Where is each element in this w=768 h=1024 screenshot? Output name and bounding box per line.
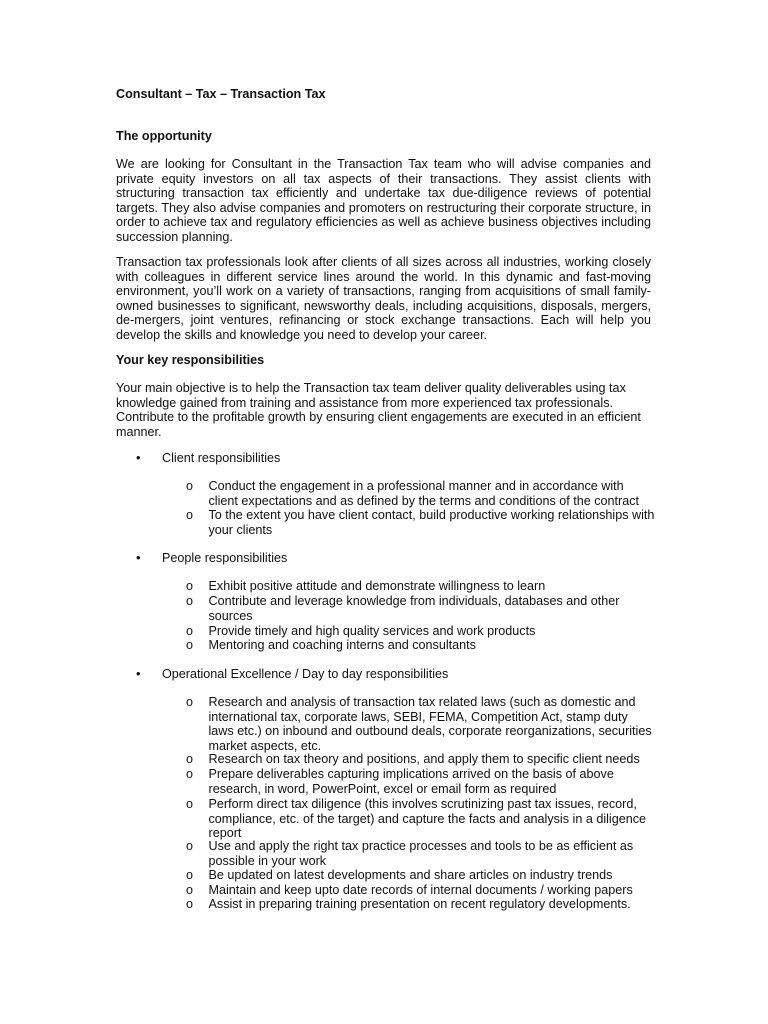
circle-bullet-icon: o bbox=[186, 479, 194, 493]
circle-bullet-icon: o bbox=[186, 767, 194, 781]
list-item-text: Be updated on latest developments and share articles on industry trends bbox=[208, 868, 613, 882]
list-item-text: Assist in preparing training presentation on recent regulatory developments. bbox=[208, 897, 631, 911]
group-label-operational: Operational Excellence / Day to day responsibilities bbox=[162, 667, 449, 681]
circle-bullet-icon: o bbox=[186, 579, 194, 593]
circle-bullet-icon: o bbox=[186, 695, 194, 709]
section-heading-responsibilities: Your key responsibilities bbox=[116, 353, 265, 367]
list-item-text: To the extent you have client contact, build productive working relationships with your clients bbox=[208, 508, 655, 537]
circle-bullet-icon: o bbox=[186, 508, 194, 522]
circle-bullet-icon: o bbox=[186, 897, 194, 911]
list-item bbox=[186, 897, 656, 912]
list-item bbox=[186, 767, 656, 796]
list-item-text: Contribute and leverage knowledge from individuals, databases and other sources bbox=[208, 594, 620, 623]
list-item-text: Conduct the engagement in a professional manner and in accordance with client expectations and as defined by the terms and conditions of the contract bbox=[208, 479, 640, 508]
opportunity-paragraph-1: We are looking for Consultant in the Transaction Tax team who will advise companies and private equity investors on all tax aspects of their transactions. They assist clients with structuring transaction tax efficiently and undertake tax due-diligence reviews of potential targets. They also advise companies and promoters on restructuring their corporate structure, in order to achieve tax and regulatory efficiencies as well as achieve business objectives including succession planning. bbox=[116, 157, 651, 244]
list-item-text: Research and analysis of transaction tax related laws (such as domestic and international tax, corporate laws, SEBI, FEMA, Competition Act, stamp duty laws etc.) on inbound and outbound deals, corporate reorganizations, securities market aspects, etc. bbox=[208, 695, 652, 753]
list-item bbox=[186, 797, 656, 841]
circle-bullet-icon: o bbox=[186, 752, 194, 766]
section-heading-opportunity: The opportunity bbox=[116, 129, 212, 143]
list-item bbox=[186, 594, 656, 623]
circle-bullet-icon: o bbox=[186, 638, 194, 652]
opportunity-paragraph-2: Transaction tax professionals look after clients of all sizes across all industries, working closely with colleagues in different service lines around the world. In this dynamic and fast-moving environment, you’ll work on a variety of transactions, ranging from acquisitions of small family-owned businesses to significant, newsworthy deals, including acquisitions, disposals, mergers, de-mergers, joint ventures, refinancing or stock exchange transactions. Each will help you develop the skills and knowledge you need to develop your career. bbox=[116, 255, 651, 342]
list-item bbox=[186, 695, 656, 753]
circle-bullet-icon: o bbox=[186, 868, 194, 882]
circle-bullet-icon: o bbox=[186, 883, 194, 897]
circle-bullet-icon: o bbox=[186, 839, 194, 853]
list-item bbox=[186, 579, 656, 594]
list-item-text: Provide timely and high quality services and work products bbox=[208, 624, 536, 638]
bullet-icon: • bbox=[136, 666, 141, 681]
group-label-client: Client responsibilities bbox=[162, 451, 281, 465]
list-item-text: Perform direct tax diligence (this involves scrutinizing past tax issues, record, compliance, etc. of the target) and capture the facts and analysis in a diligence report bbox=[208, 797, 647, 841]
list-item bbox=[186, 883, 656, 898]
list-item bbox=[186, 752, 656, 767]
list-item-text: Prepare deliverables capturing implications arrived on the basis of above research, in word, PowerPoint, excel or email form as required bbox=[208, 767, 614, 796]
circle-bullet-icon: o bbox=[186, 624, 194, 638]
circle-bullet-icon: o bbox=[186, 594, 194, 608]
list-item bbox=[186, 624, 656, 639]
responsibilities-intro: Your main objective is to help the Transaction tax team deliver quality deliverables using tax knowledge gained from training and assistance from more experienced tax professionals. Contribute to the profitable growth by ensuring client engagements are executed in an efficient manner. bbox=[116, 381, 641, 439]
list-item-text: Maintain and keep upto date records of internal documents / working papers bbox=[208, 883, 633, 897]
bullet-icon: • bbox=[136, 550, 141, 565]
circle-bullet-icon: o bbox=[186, 797, 194, 811]
bullet-icon: • bbox=[136, 450, 141, 465]
list-item bbox=[186, 868, 656, 883]
list-item bbox=[186, 479, 656, 508]
list-item bbox=[186, 839, 656, 868]
list-item-text: Mentoring and coaching interns and consultants bbox=[208, 638, 476, 652]
list-item-text: Use and apply the right tax practice processes and tools to be as efficient as possible in your work bbox=[208, 839, 634, 868]
group-label-people: People responsibilities bbox=[162, 551, 288, 565]
list-item bbox=[186, 508, 656, 537]
document-title: Consultant – Tax – Transaction Tax bbox=[116, 87, 326, 101]
list-item bbox=[186, 638, 656, 653]
list-item-text: Research on tax theory and positions, and apply them to specific client needs bbox=[208, 752, 640, 766]
list-item-text: Exhibit positive attitude and demonstrate willingness to learn bbox=[208, 579, 546, 593]
